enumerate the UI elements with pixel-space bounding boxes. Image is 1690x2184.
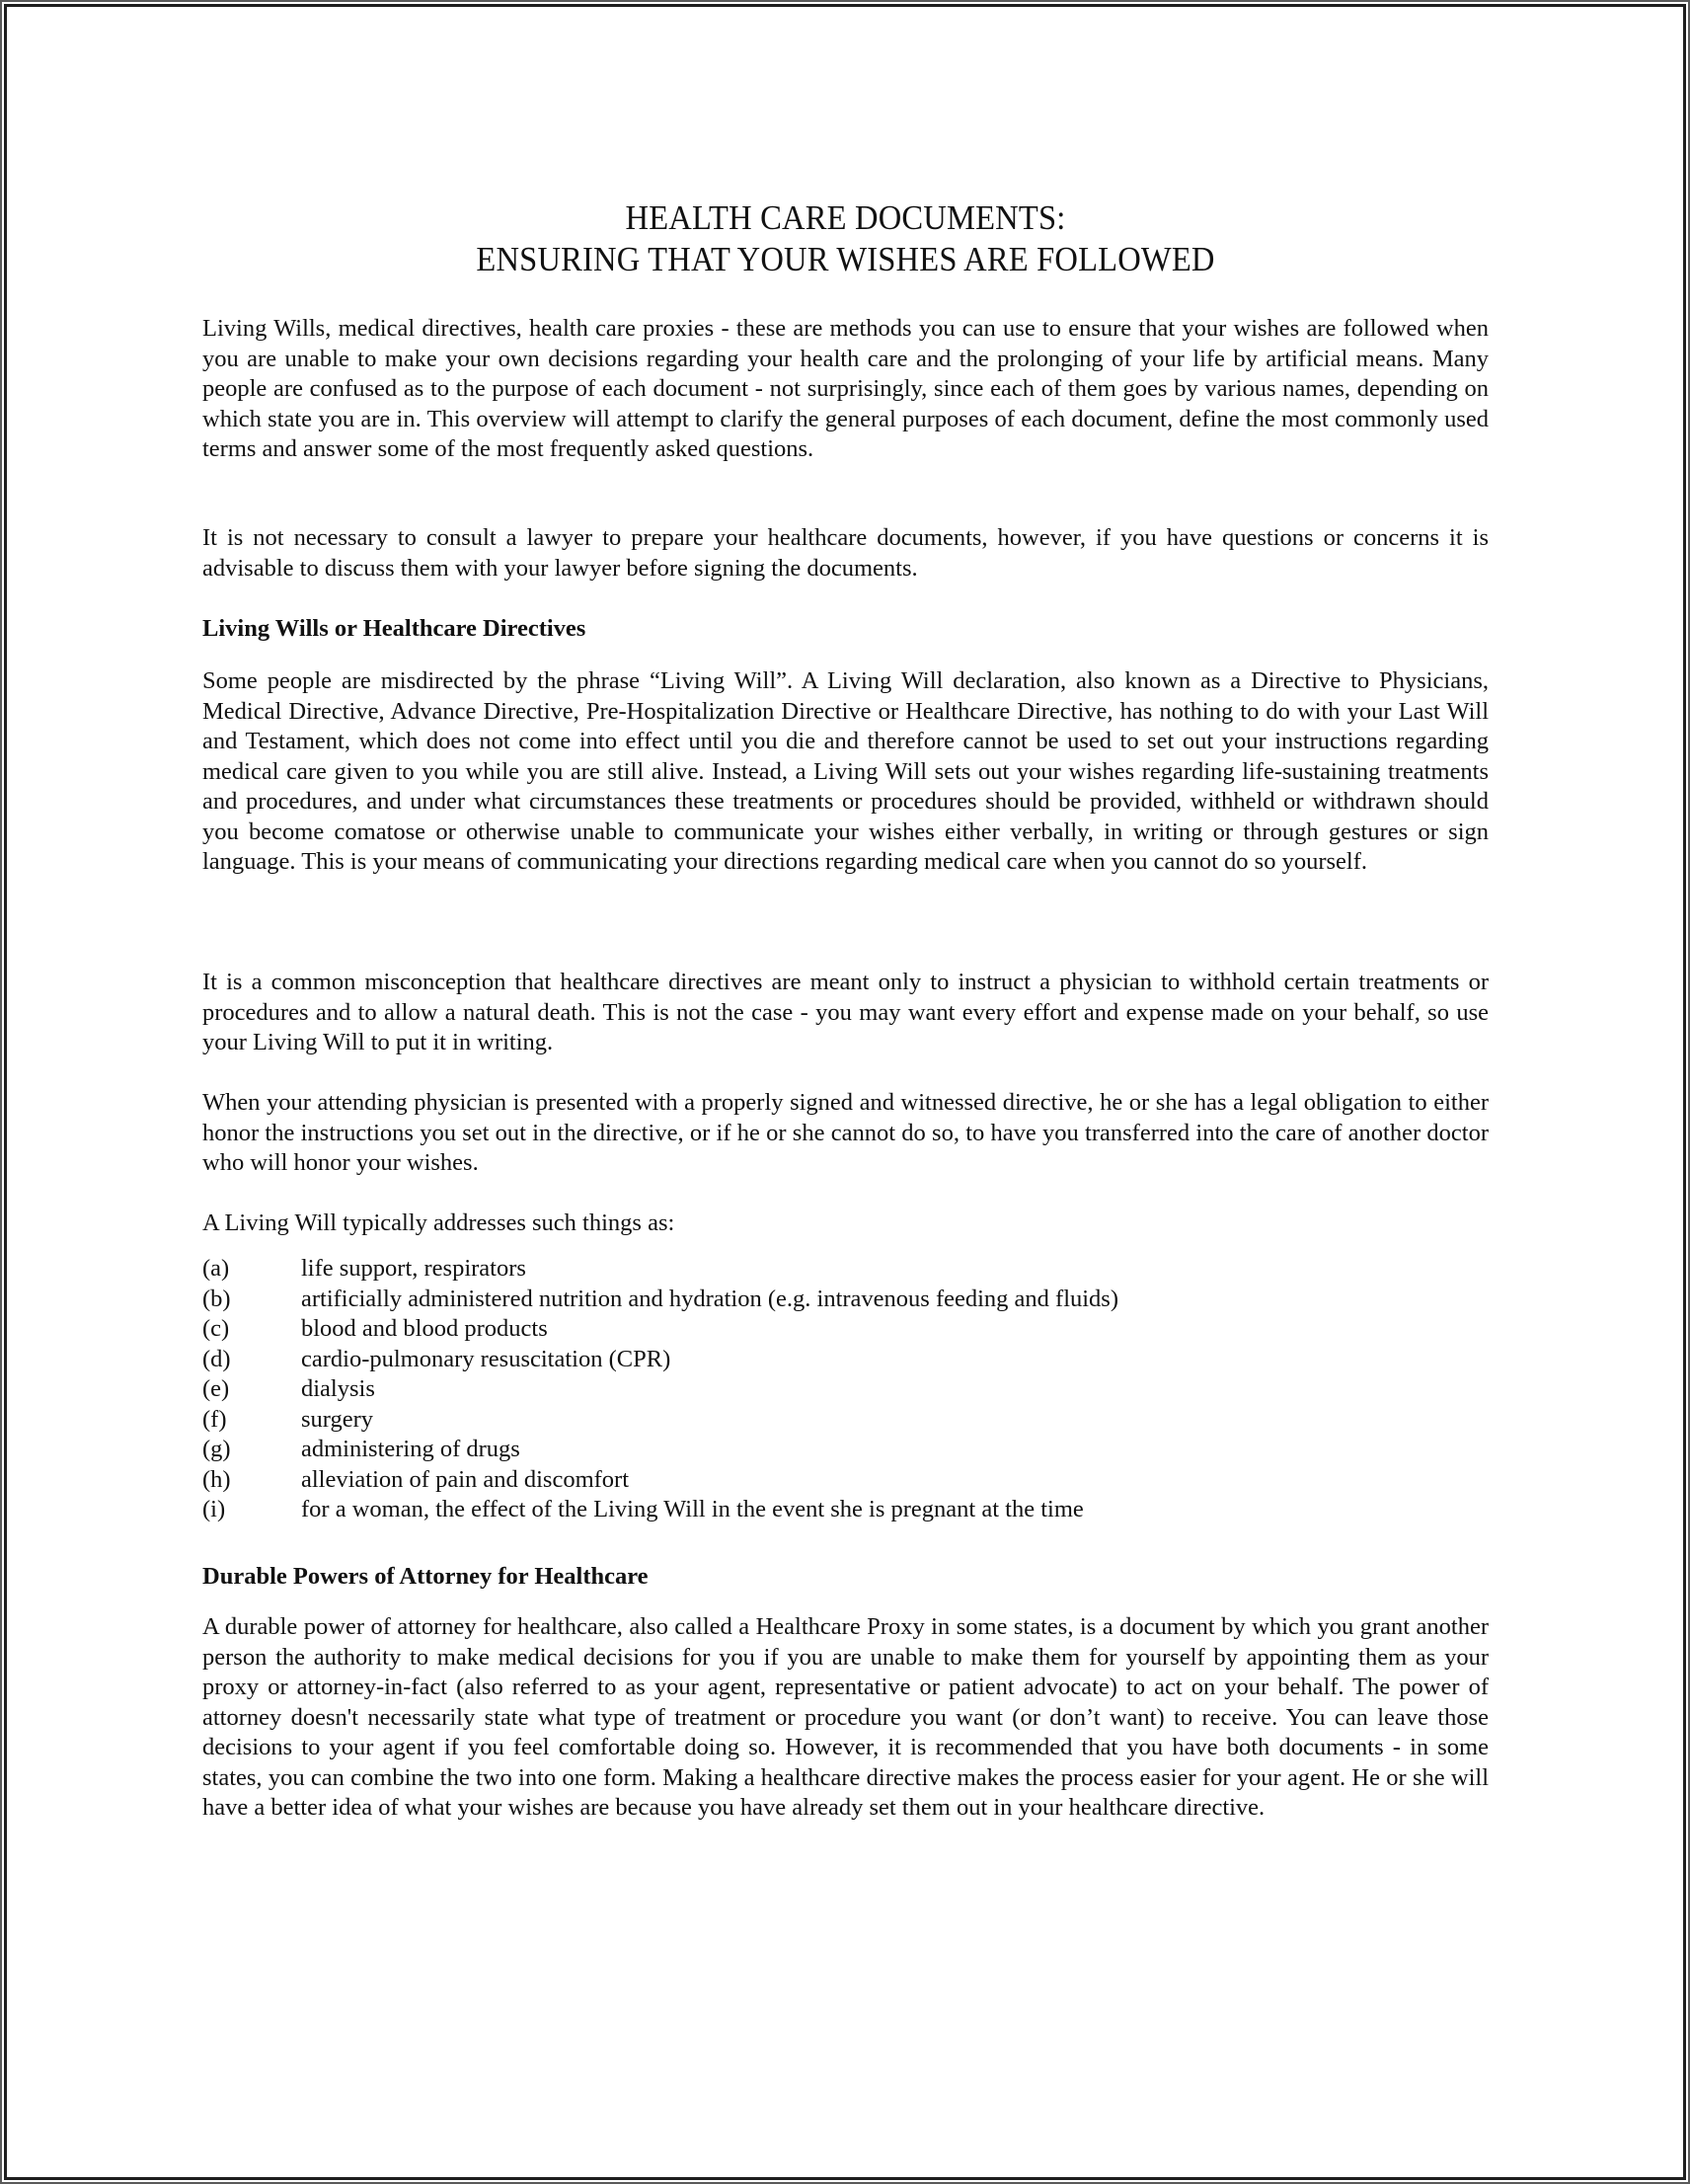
- list-item: [202, 1435, 1489, 1465]
- list-item: [202, 1465, 1489, 1496]
- intro-paragraph-1: Living Wills, medical directives, health care proxies - these are methods you can use to ensure that your wishes are followed when you are unable to make your own decisions regarding your health care and the prolonging of your life by artificial means. Many people are confused as to the purpose of each document - not surprisingly, since each of them goes by various names, depending on which state you are in. This overview will attempt to clarify the general purposes of each document, define the most commonly used terms and answer some of the most frequently asked questions.: [202, 315, 1489, 462]
- list-item: [202, 1495, 1489, 1525]
- list-text: life support, respirators: [301, 1255, 526, 1282]
- list-marker: (g): [202, 1436, 231, 1462]
- list-marker: (e): [202, 1375, 230, 1402]
- living-will-paragraph-3: When your attending physician is presented with a properly signed and witnessed directive, he or she has a legal obligation to either honor the instructions you set out in the directive, or if he or she cannot do so, to have you transferred into the care of another doctor who will honor your wishes.: [202, 1089, 1489, 1176]
- list-item: [202, 1285, 1489, 1315]
- list-text: administering of drugs: [301, 1436, 520, 1462]
- list-text: surgery: [301, 1405, 374, 1433]
- list-text: alleviation of pain and discomfort: [301, 1465, 630, 1493]
- intro-paragraph-2: It is not necessary to consult a lawyer to prepare your healthcare documents, however, if you have questions or concerns it is advisable to discuss them with your lawyer before signing the documents.: [202, 524, 1489, 582]
- list-marker: (a): [202, 1255, 230, 1282]
- list-text: blood and blood products: [301, 1315, 548, 1342]
- list-marker: (i): [202, 1496, 226, 1522]
- list-marker: (d): [202, 1345, 231, 1372]
- living-will-topics-list: [202, 1254, 1489, 1525]
- list-text: dialysis: [301, 1375, 375, 1402]
- title-line-1: HEALTH CARE DOCUMENTS:: [625, 198, 1066, 237]
- list-item: [202, 1254, 1489, 1285]
- list-item: [202, 1374, 1489, 1405]
- living-will-list-intro: A Living Will typically addresses such things as:: [202, 1209, 675, 1236]
- title-line-2: ENSURING THAT YOUR WISHES ARE FOLLOWED: [476, 240, 1215, 278]
- section-heading-durable-poa: Durable Powers of Attorney for Healthcare: [202, 1563, 649, 1590]
- durable-poa-paragraph: A durable power of attorney for healthcare, also called a Healthcare Proxy in some states, is a document by which you grant another person the authority to make medical decisions for you if you are unable to make them for yourself by appointing them as your proxy or attorney-in-fact (also referred to as your agent, representative or patient advocate) to act on your behalf. The power of attorney doesn't necessarily state what type of treatment or procedure you want (or don’t want) to receive. You can leave those decisions to your agent if you feel comfortable doing so. However, it is recommended that you have both documents - in some states, you can combine the two into one form. Making a healthcare directive makes the process easier for your agent. He or she will have a better idea of what your wishes are because you have already set them out in your healthcare directive.: [202, 1613, 1489, 1821]
- list-marker: (b): [202, 1285, 231, 1312]
- list-marker: (c): [202, 1315, 230, 1342]
- list-item: [202, 1345, 1489, 1375]
- section-heading-living-wills: Living Wills or Healthcare Directives: [202, 615, 586, 642]
- living-will-paragraph-1: Some people are misdirected by the phrase “Living Will”. A Living Will declaration, also known as a Directive to Physicians, Medical Directive, Advance Directive, Pre-Hospitalization Directive or Healthcare Directive, has nothing to do with your Last Will and Testament, which does not come into effect until you die and therefore cannot be used to set out your instructions regarding medical care given to you while you are still alive. Instead, a Living Will sets out your wishes regarding life-sustaining treatments and procedures, and under what circumstances these treatments or procedures should be provided, withheld or withdrawn should you become comatose or otherwise unable to communicate your wishes either verbally, in writing or through gestures or sign language. This is your means of communicating your directions regarding medical care when you cannot do so yourself.: [202, 667, 1489, 875]
- list-marker: (f): [202, 1405, 227, 1433]
- living-will-paragraph-2: It is a common misconception that healthcare directives are meant only to instruct a physician to withhold certain treatments or procedures and to allow a natural death. This is not the case - you may want every effort and expense made on your behalf, so use your Living Will to put it in writing.: [202, 969, 1489, 1055]
- list-text: artificially administered nutrition and hydration (e.g. intravenous feeding and fluids): [301, 1285, 1118, 1312]
- list-text: for a woman, the effect of the Living Will in the event she is pregnant at the time: [301, 1496, 1084, 1522]
- list-item: [202, 1314, 1489, 1345]
- document-title: [202, 197, 1489, 280]
- list-marker: (h): [202, 1465, 231, 1493]
- list-text: cardio-pulmonary resuscitation (CPR): [301, 1345, 671, 1372]
- list-item: [202, 1405, 1489, 1436]
